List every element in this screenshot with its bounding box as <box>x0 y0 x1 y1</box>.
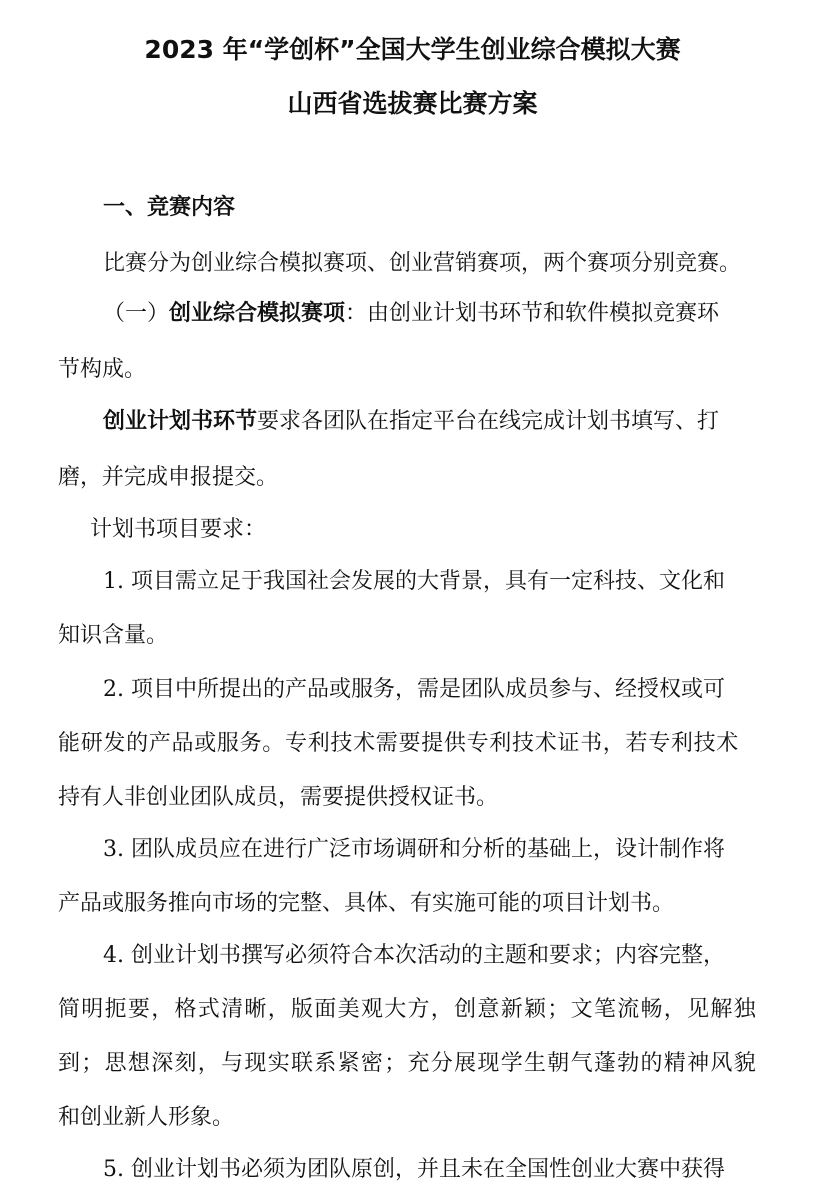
req3-line-2: 产品或服务推向市场的完整、具体、有实施可能的项目计划书。 <box>58 891 675 916</box>
item1-prefix: （一） <box>103 301 170 326</box>
req5-line-1: 5. 创业计划书必须为团队原创，并且未在全国性创业大赛中获得 <box>103 1157 725 1182</box>
req2-line-1: 2. 项目中所提出的产品或服务，需是团队成员参与、经授权或可 <box>103 677 725 702</box>
intro-paragraph: 比赛分为创业综合模拟赛项、创业营销赛项，两个赛项分别竞赛。 <box>103 251 742 276</box>
requirements-heading: 计划书项目要求： <box>90 517 267 542</box>
req4-line-3: 到；思想深刻，与现实联系紧密；充分展现学生朝气蓬勃的精神风貌 <box>58 1051 758 1076</box>
item1-line-2: 节构成。 <box>58 357 147 382</box>
item1-rest-line-1: ：由创业计划书环节和软件模拟竞赛环 <box>345 301 720 326</box>
plan-rest-line-1: 要求各团队在指定平台在线完成计划书填写、打 <box>257 409 720 434</box>
document-title-line-2: 山西省选拔赛比赛方案 <box>287 89 538 118</box>
req4-line-1: 4. 创业计划书撰写必须符合本次活动的主题和要求；内容完整， <box>103 943 725 968</box>
req4-line-2: 简明扼要，格式清晰，版面美观大方，创意新颖；文笔流畅，见解独 <box>58 997 758 1022</box>
req1-line-1: 1. 项目需立足于我国社会发展的大背景，具有一定科技、文化和 <box>103 569 725 594</box>
req2-line-2: 能研发的产品或服务。专利技术需要提供专利技术证书，若专利技术 <box>58 731 740 756</box>
item1-bold-label: 创业综合模拟赛项 <box>169 301 346 326</box>
req3-line-1: 3. 团队成员应在进行广泛市场调研和分析的基础上，设计制作将 <box>103 837 725 862</box>
document-title-line-1: 2023 年“学创杯”全国大学生创业综合模拟大赛 <box>144 35 681 64</box>
req2-line-3: 持有人非创业团队成员，需要提供授权证书。 <box>58 785 499 810</box>
plan-bold-label: 创业计划书环节 <box>103 409 258 434</box>
req4-line-4: 和创业新人形象。 <box>58 1105 235 1130</box>
plan-line-2: 磨，并完成申报提交。 <box>58 465 279 490</box>
section-heading-competition-content: 一、竞赛内容 <box>103 195 236 220</box>
item1-line-1 <box>103 300 719 328</box>
plan-line-1 <box>103 408 719 436</box>
req1-line-2: 知识含量。 <box>58 623 169 648</box>
